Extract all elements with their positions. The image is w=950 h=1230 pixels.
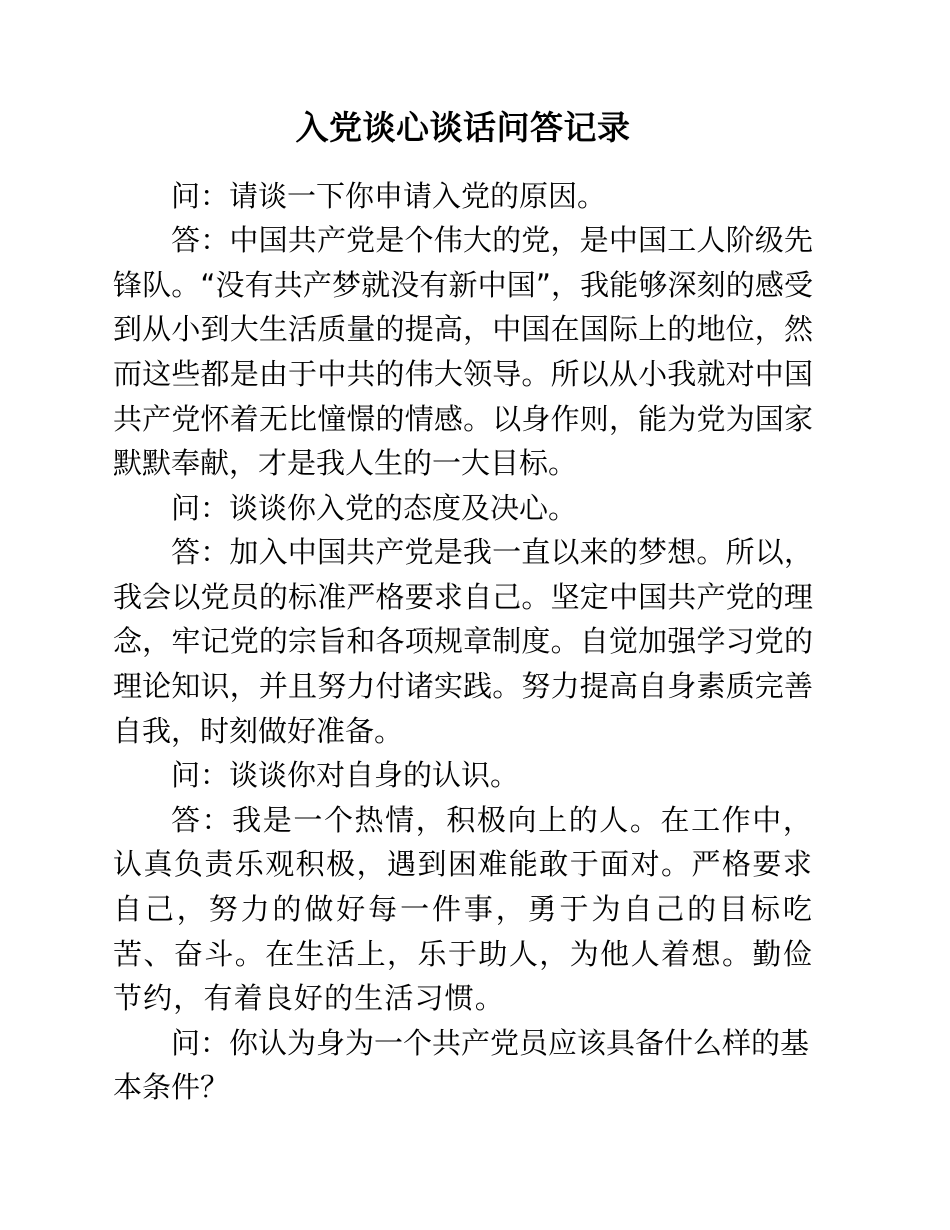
answer-1: 答：中国共产党是个伟大的党，是中国工人阶级先锋队。“没有共产梦就没有新中国”，我能够深刻的感受到从小到大生活质量的提高，中国在国际上的地位，然而这些都是由于中共的伟大领导。所以从小我就对中国共产党怀着无比憧憬的情感。以身作则，能为党为国家默默奉献，才是我人生的一大目标。 [113, 223, 813, 481]
answer-2: 答：加入中国共产党是我一直以来的梦想。所以，我会以党员的标准严格要求自己。坚定中国共产党的理念，牢记党的宗旨和各项规章制度。自觉加强学习党的理论知识，并且努力付诸实践。努力提高自身素质完善自我，时刻做好准备。 [113, 535, 813, 748]
question-2: 问：谈谈你入党的态度及决心。 [171, 490, 578, 525]
question-3: 问：谈谈你对自身的认识。 [171, 758, 520, 793]
answer-3: 答：我是一个热情，积极向上的人。在工作中，认真负责乐观积极，遇到困难能敢于面对。严格要求自己，努力的做好每一件事，勇于为自己的目标吃苦、奋斗。在生活上，乐于助人，为他人着想。勤俭节约，有着良好的生活习惯。 [113, 802, 813, 1016]
title-spacer [113, 151, 813, 174]
question-4: 问：你认为身为一个共产党员应该具备什么样的基本条件？ [113, 1025, 810, 1105]
question-1: 问：请谈一下你申请入党的原因。 [171, 178, 607, 213]
document-body [113, 0, 813, 1110]
page-title: 入党谈心谈话问答记录 [295, 108, 631, 147]
